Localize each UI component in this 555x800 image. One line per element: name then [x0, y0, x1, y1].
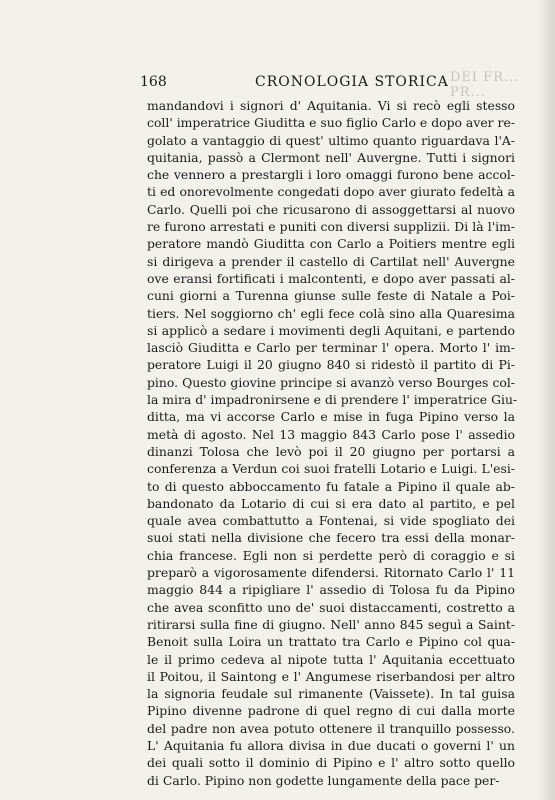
text-line: suoi stati nella divisione che fecero tra essi della monar-: [147, 530, 515, 546]
text-line: ti ed onorevolmente congedati dopo aver giurato fedeltà a: [147, 184, 515, 200]
text-line: pino. Questo giovine principe si avanzò verso Bourges col-: [147, 374, 515, 390]
text-line: che vennero a prestargli i loro omaggi furono bene accol-: [147, 167, 515, 183]
text-line: L' Aquitania fu allora divisa in due ducati o governi l' un: [147, 737, 515, 753]
text-line: quitania, passò a Clermont nell' Auvergne. Tutti i signori: [147, 149, 515, 165]
text-line: la mira d' impadronirsene e di prendere l' imperatrice Giu-: [147, 392, 518, 408]
text-line: Carlo. Quelli poi che ricusarono di assoggettarsi al nuovo: [147, 201, 515, 217]
text-line: to di questo abboccamento fu fatale a Pipino il quale ab-: [147, 478, 515, 494]
text-line: metà di agosto. Nel 13 maggio 843 Carlo pose l' assedio: [147, 426, 515, 442]
text-line: Benoit sulla Loira un trattato tra Carlo e Pipino col qua-: [147, 634, 515, 650]
bleed-through-text: DEI FR... PR...: [450, 70, 520, 100]
text-line: si applicò a sedare i movimenti degli Aquitani, e partendo: [147, 322, 515, 338]
text-line: mandandovi i signori d' Aquitania. Vi si recò egli stesso: [147, 98, 515, 113]
text-line: dei quali sotto il dominio di Pipino e l' altro sotto quello: [147, 755, 515, 771]
text-line: peratore Luigi il 20 giugno 840 si ridestò il partito di Pi-: [147, 357, 515, 373]
page-header: [140, 74, 510, 94]
text-line: lasciò Giuditta e Carlo per terminar l' opera. Morto l' im-: [147, 340, 515, 356]
text-line: quale avea combattutto a Fontenai, si vide spogliato dei: [147, 513, 515, 529]
text-line: preparò a vigorosamente difendersi. Ritornato Carlo l' 11: [147, 565, 515, 581]
text-line: tiers. Nel soggiorno ch' egli fece colà sino alla Quaresima: [147, 305, 515, 321]
text-line: maggio 844 a ripigliare l' assedio di Tolosa fu da Pipino: [147, 582, 515, 598]
text-line: ove eransi fortificati i malcontenti, e dopo aver passati al-: [147, 270, 515, 286]
text-line: re furono arrestati e puniti con diversi supplizii. Di là l'im-: [147, 219, 515, 235]
text-line: di Carlo. Pipino non godette lungamente della pace per-: [147, 772, 500, 788]
text-line: si dirigeva a prender il castello di Cartilat nell' Auvergne: [147, 253, 515, 269]
text-line: coll' imperatrice Giuditta e suo figlio Carlo e dopo aver re-: [147, 115, 515, 131]
text-line: ditta, ma vi accorse Carlo e mise in fuga Pipino verso la: [147, 409, 515, 425]
running-head: CRONOLOGIA STORICA: [255, 74, 449, 90]
text-line: conferenza a Verdun coi suoi fratelli Lotario e Luigi. L'esi-: [147, 461, 515, 477]
text-line: Pipino divenne padrone di quel regno di cui dalla morte: [147, 703, 515, 719]
text-line: il Poitou, il Saintong e l' Angumese riserbandosi per altro: [147, 668, 515, 684]
text-line: golato a vantaggio di quest' ultimo quanto riguardava l'A-: [147, 132, 515, 148]
text-line: del padre non avea potuto ottenere il tranquillo possesso.: [147, 720, 515, 736]
page-edge-shadow: [537, 0, 555, 800]
text-line: la signoria feudale sul rimanente (Vaissete). In tal guisa: [147, 686, 515, 702]
text-line: bandonato da Lotario di cui si era dato al partito, e pel: [147, 495, 515, 511]
page-number: 168: [140, 74, 167, 90]
text-line: ritirarsi sulla fine di giugno. Nell' anno 845 seguì a Saint-: [147, 616, 515, 632]
text-line: chia francese. Egli non si perdette però di coraggio e si: [147, 547, 515, 563]
body-text: [147, 97, 518, 789]
text-line: peratore mandò Giuditta con Carlo a Poitiers mentre egli: [147, 236, 515, 252]
text-line: le il primo cedeva al nipote tutta l' Aquitania eccettuato: [147, 651, 515, 667]
text-line: cuni giorni a Turenna giunse sulle feste di Natale a Poi-: [147, 288, 515, 304]
text-line: che avea sconfitto uno de' suoi distaccamenti, costretto a: [147, 599, 515, 615]
text-line: dinanzi Tolosa che levò poi il 20 giugno per portarsi a: [147, 443, 515, 459]
